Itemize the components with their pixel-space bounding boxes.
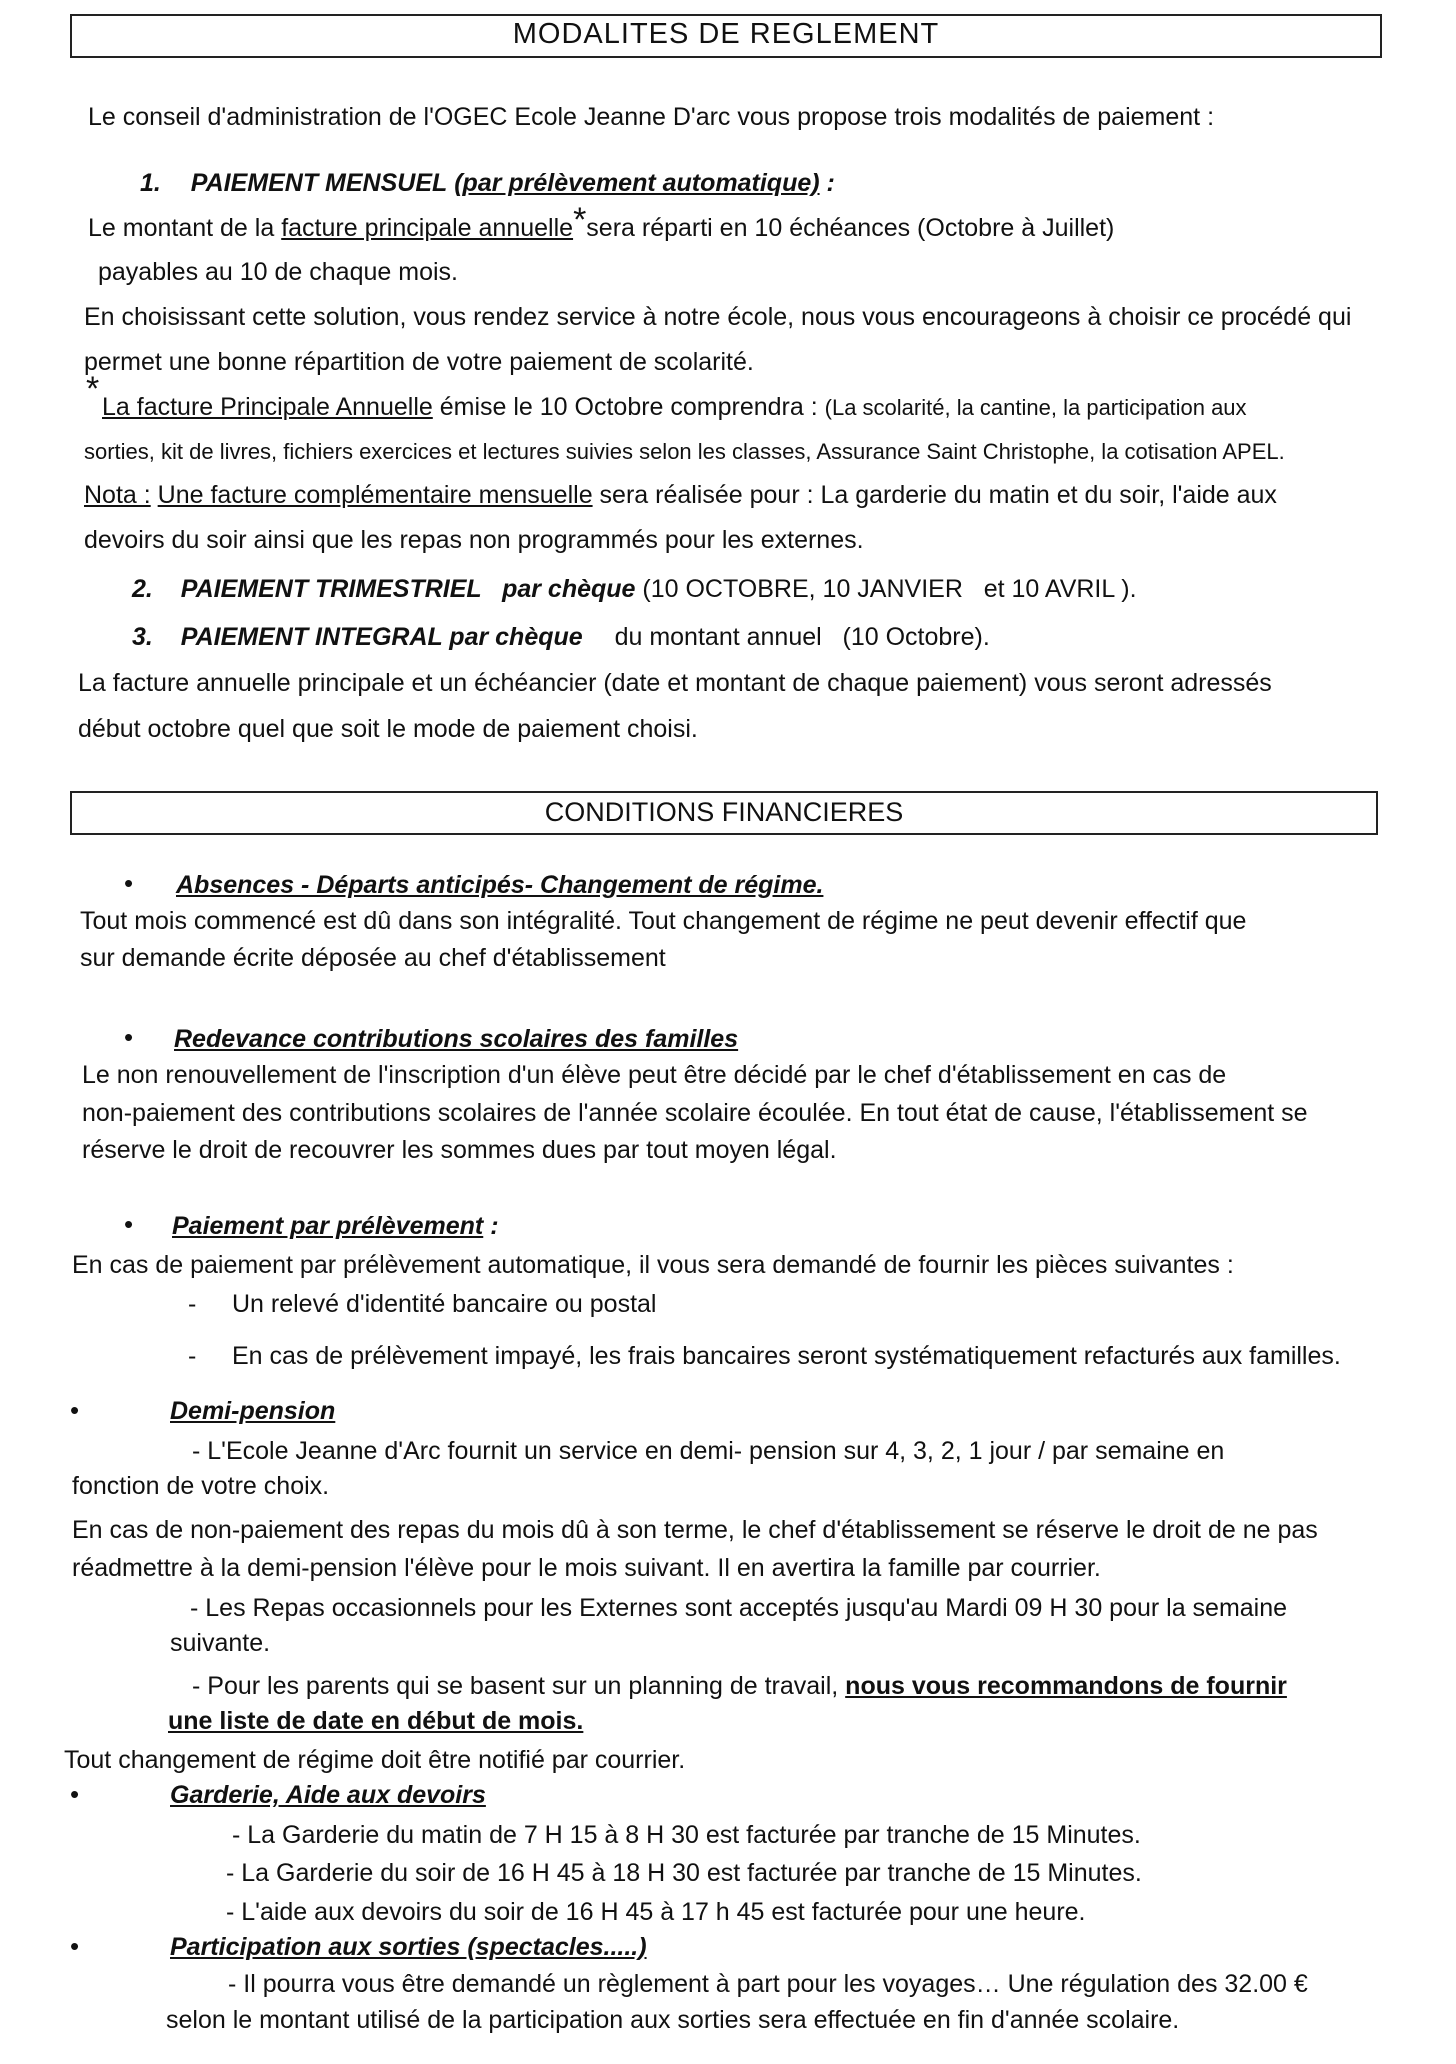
demipension-line4: réadmettre à la demi-pension l'élève pour le mois suivant. Il en avertira la famille par courrier. <box>72 1554 1101 1582</box>
demipension-title: Demi-pension <box>170 1397 336 1425</box>
absences-line2: sur demande écrite déposée au chef d'établissement <box>80 944 666 972</box>
item1-title: PAIEMENT MENSUEL <box>190 169 448 197</box>
item1-heading <box>140 167 835 199</box>
bullet-garderie: • <box>70 1779 80 1809</box>
nota-line2: devoirs du soir ainsi que les repas non programmés pour les externes. <box>84 526 864 554</box>
item3-line <box>132 621 990 653</box>
garderie-line1: - La Garderie du matin de 7 H 15 à 8 H 30 est facturée par tranche de 15 Minutes. <box>232 1821 1141 1849</box>
item2-num: 2. <box>132 575 153 603</box>
prelevement-intro: En cas de paiement par prélèvement automatique, il vous sera demandé de fournir les pièces suivantes : <box>72 1251 1234 1279</box>
item1-colon: : <box>819 169 835 197</box>
sorties-title: Participation aux sorties (spectacles.....) <box>170 1933 647 1961</box>
item2-line <box>132 573 1137 605</box>
item1-line4: permet une bonne répartition de votre paiement de scolarité. <box>84 348 754 376</box>
note-line <box>102 391 1247 424</box>
demipension-line5: - Les Repas occasionnels pour les Externes sont acceptés jusqu'au Mardi 09 H 30 pour la semaine <box>190 1594 1288 1622</box>
dash-1: - <box>188 1290 197 1318</box>
item3-num: 3. <box>132 623 153 651</box>
redevance-line2: non-paiement des contributions scolaires de l'année scolaire écoulée. En tout état de cause, l'établissement se <box>82 1099 1308 1127</box>
demipension-line3: En cas de non-paiement des repas du mois dû à son terme, le chef d'établissement se réserve le droit de ne pas <box>72 1516 1318 1544</box>
absences-title: Absences - Départs anticipés- Changement de régime. <box>176 871 824 899</box>
closing-line1: La facture annuelle principale et un échéancier (date et montant de chaque paiement) vous seront adressés <box>78 669 1272 697</box>
asterisk-mark: * <box>573 201 587 239</box>
demipension-line7-a: - Pour les parents qui se basent sur un planning de travail, <box>192 1672 846 1700</box>
item1-line1 <box>88 201 1115 244</box>
demipension-line6: suivante. <box>170 1629 271 1657</box>
prelevement-item1: Un relevé d'identité bancaire ou postal <box>232 1290 657 1318</box>
closing-line2: début octobre quel que soit le mode de paiement choisi. <box>78 715 698 743</box>
prelevement-title: Paiement par prélèvement <box>172 1212 484 1240</box>
demipension-line8: une liste de date en début de mois. <box>168 1707 584 1735</box>
note-title: La facture Principale Annuelle <box>102 393 433 421</box>
nota-link: Une facture complémentaire mensuelle <box>157 481 593 509</box>
nota-label: Nota : <box>84 481 151 509</box>
item1-line1-a: Le montant de la <box>88 214 282 242</box>
sorties-line1: - Il pourra vous être demandé un règlement à part pour les voyages… Une régulation des 32.00 € <box>228 1970 1308 1998</box>
nota-a: sera réalisée pour : La garderie du matin et du soir, l'aide aux <box>592 481 1277 509</box>
demipension-line2: fonction de votre choix. <box>72 1472 330 1500</box>
demipension-line7 <box>192 1670 1287 1702</box>
garderie-line3: - L'aide aux devoirs du soir de 16 H 45 à 17 h 45 est facturée pour une heure. <box>226 1898 1086 1926</box>
prelevement-colon: : <box>483 1212 499 1240</box>
bullet-sorties: • <box>70 1931 80 1961</box>
garderie-title: Garderie, Aide aux devoirs <box>170 1781 486 1809</box>
intro-text: Le conseil d'administration de l'OGEC Ecole Jeanne D'arc vous propose trois modalités de paiement : <box>88 103 1215 131</box>
absences-line1: Tout mois commencé est dû dans son intégralité. Tout changement de régime ne peut devenir effectif que <box>80 907 1247 935</box>
facture-principale-link: facture principale annuelle <box>281 214 574 242</box>
note-b: (La scolarité, la cantine, la participation aux <box>824 395 1247 420</box>
item2-detail: (10 OCTOBRE, 10 JANVIER et 10 AVRIL ). <box>635 575 1137 603</box>
note-star: * <box>86 370 100 408</box>
sorties-line2: selon le montant utilisé de la participation aux sorties sera effectuée en fin d'année scolaire. <box>166 2006 1180 2034</box>
section-title-modalites: MODALITES DE REGLEMENT <box>512 18 940 50</box>
note-line2: sorties, kit de livres, fichiers exercices et lectures suivies selon les classes, Assurance Saint Christophe, la cotisation APEL. <box>84 439 1285 464</box>
redevance-line3: réserve le droit de recouvrer les sommes dues par tout moyen légal. <box>82 1136 837 1164</box>
bullet-prelevement: • <box>124 1209 134 1239</box>
bullet-redevance: • <box>124 1022 134 1052</box>
recommendation-bold: nous vous recommandons de fournir <box>845 1672 1287 1700</box>
item3-title: PAIEMENT INTEGRAL par chèque <box>180 623 583 651</box>
bullet-absences: • <box>124 868 134 898</box>
item1-line2: payables au 10 de chaque mois. <box>98 258 458 286</box>
garderie-line2: - La Garderie du soir de 16 H 45 à 18 H 30 est facturée par tranche de 15 Minutes. <box>226 1859 1142 1887</box>
redevance-title: Redevance contributions scolaires des familles <box>174 1025 739 1053</box>
prelevement-item2: En cas de prélèvement impayé, les frais bancaires seront systématiquement refacturés aux familles. <box>232 1342 1341 1370</box>
redevance-line1: Le non renouvellement de l'inscription d'un élève peut être décidé par le chef d'établissement en cas de <box>82 1061 1227 1089</box>
nota-line <box>84 479 1277 511</box>
item3-detail: du montant annuel (10 Octobre). <box>614 623 990 651</box>
prelevement-title-line <box>172 1210 499 1242</box>
bullet-demipension: • <box>70 1395 80 1425</box>
dash-2: - <box>188 1342 197 1370</box>
item2-title: PAIEMENT TRIMESTRIEL par chèque <box>180 575 636 603</box>
item1-subtitle: (par prélèvement automatique) <box>454 169 820 197</box>
demipension-line1: - L'Ecole Jeanne d'Arc fournit un service en demi- pension sur 4, 3, 2, 1 jour / par semaine en <box>192 1437 1225 1465</box>
item1-line3: En choisissant cette solution, vous rendez service à notre école, nous vous encourageons à choisir ce procédé qui <box>84 303 1352 331</box>
item1-num: 1. <box>140 169 161 197</box>
item1-line1-b: sera réparti en 10 échéances (Octobre à Juillet) <box>586 214 1115 242</box>
note-a: émise le 10 Octobre comprendra : <box>432 393 825 421</box>
demipension-line9: Tout changement de régime doit être notifié par courrier. <box>64 1746 686 1774</box>
section-title-conditions: CONDITIONS FINANCIERES <box>544 797 904 827</box>
